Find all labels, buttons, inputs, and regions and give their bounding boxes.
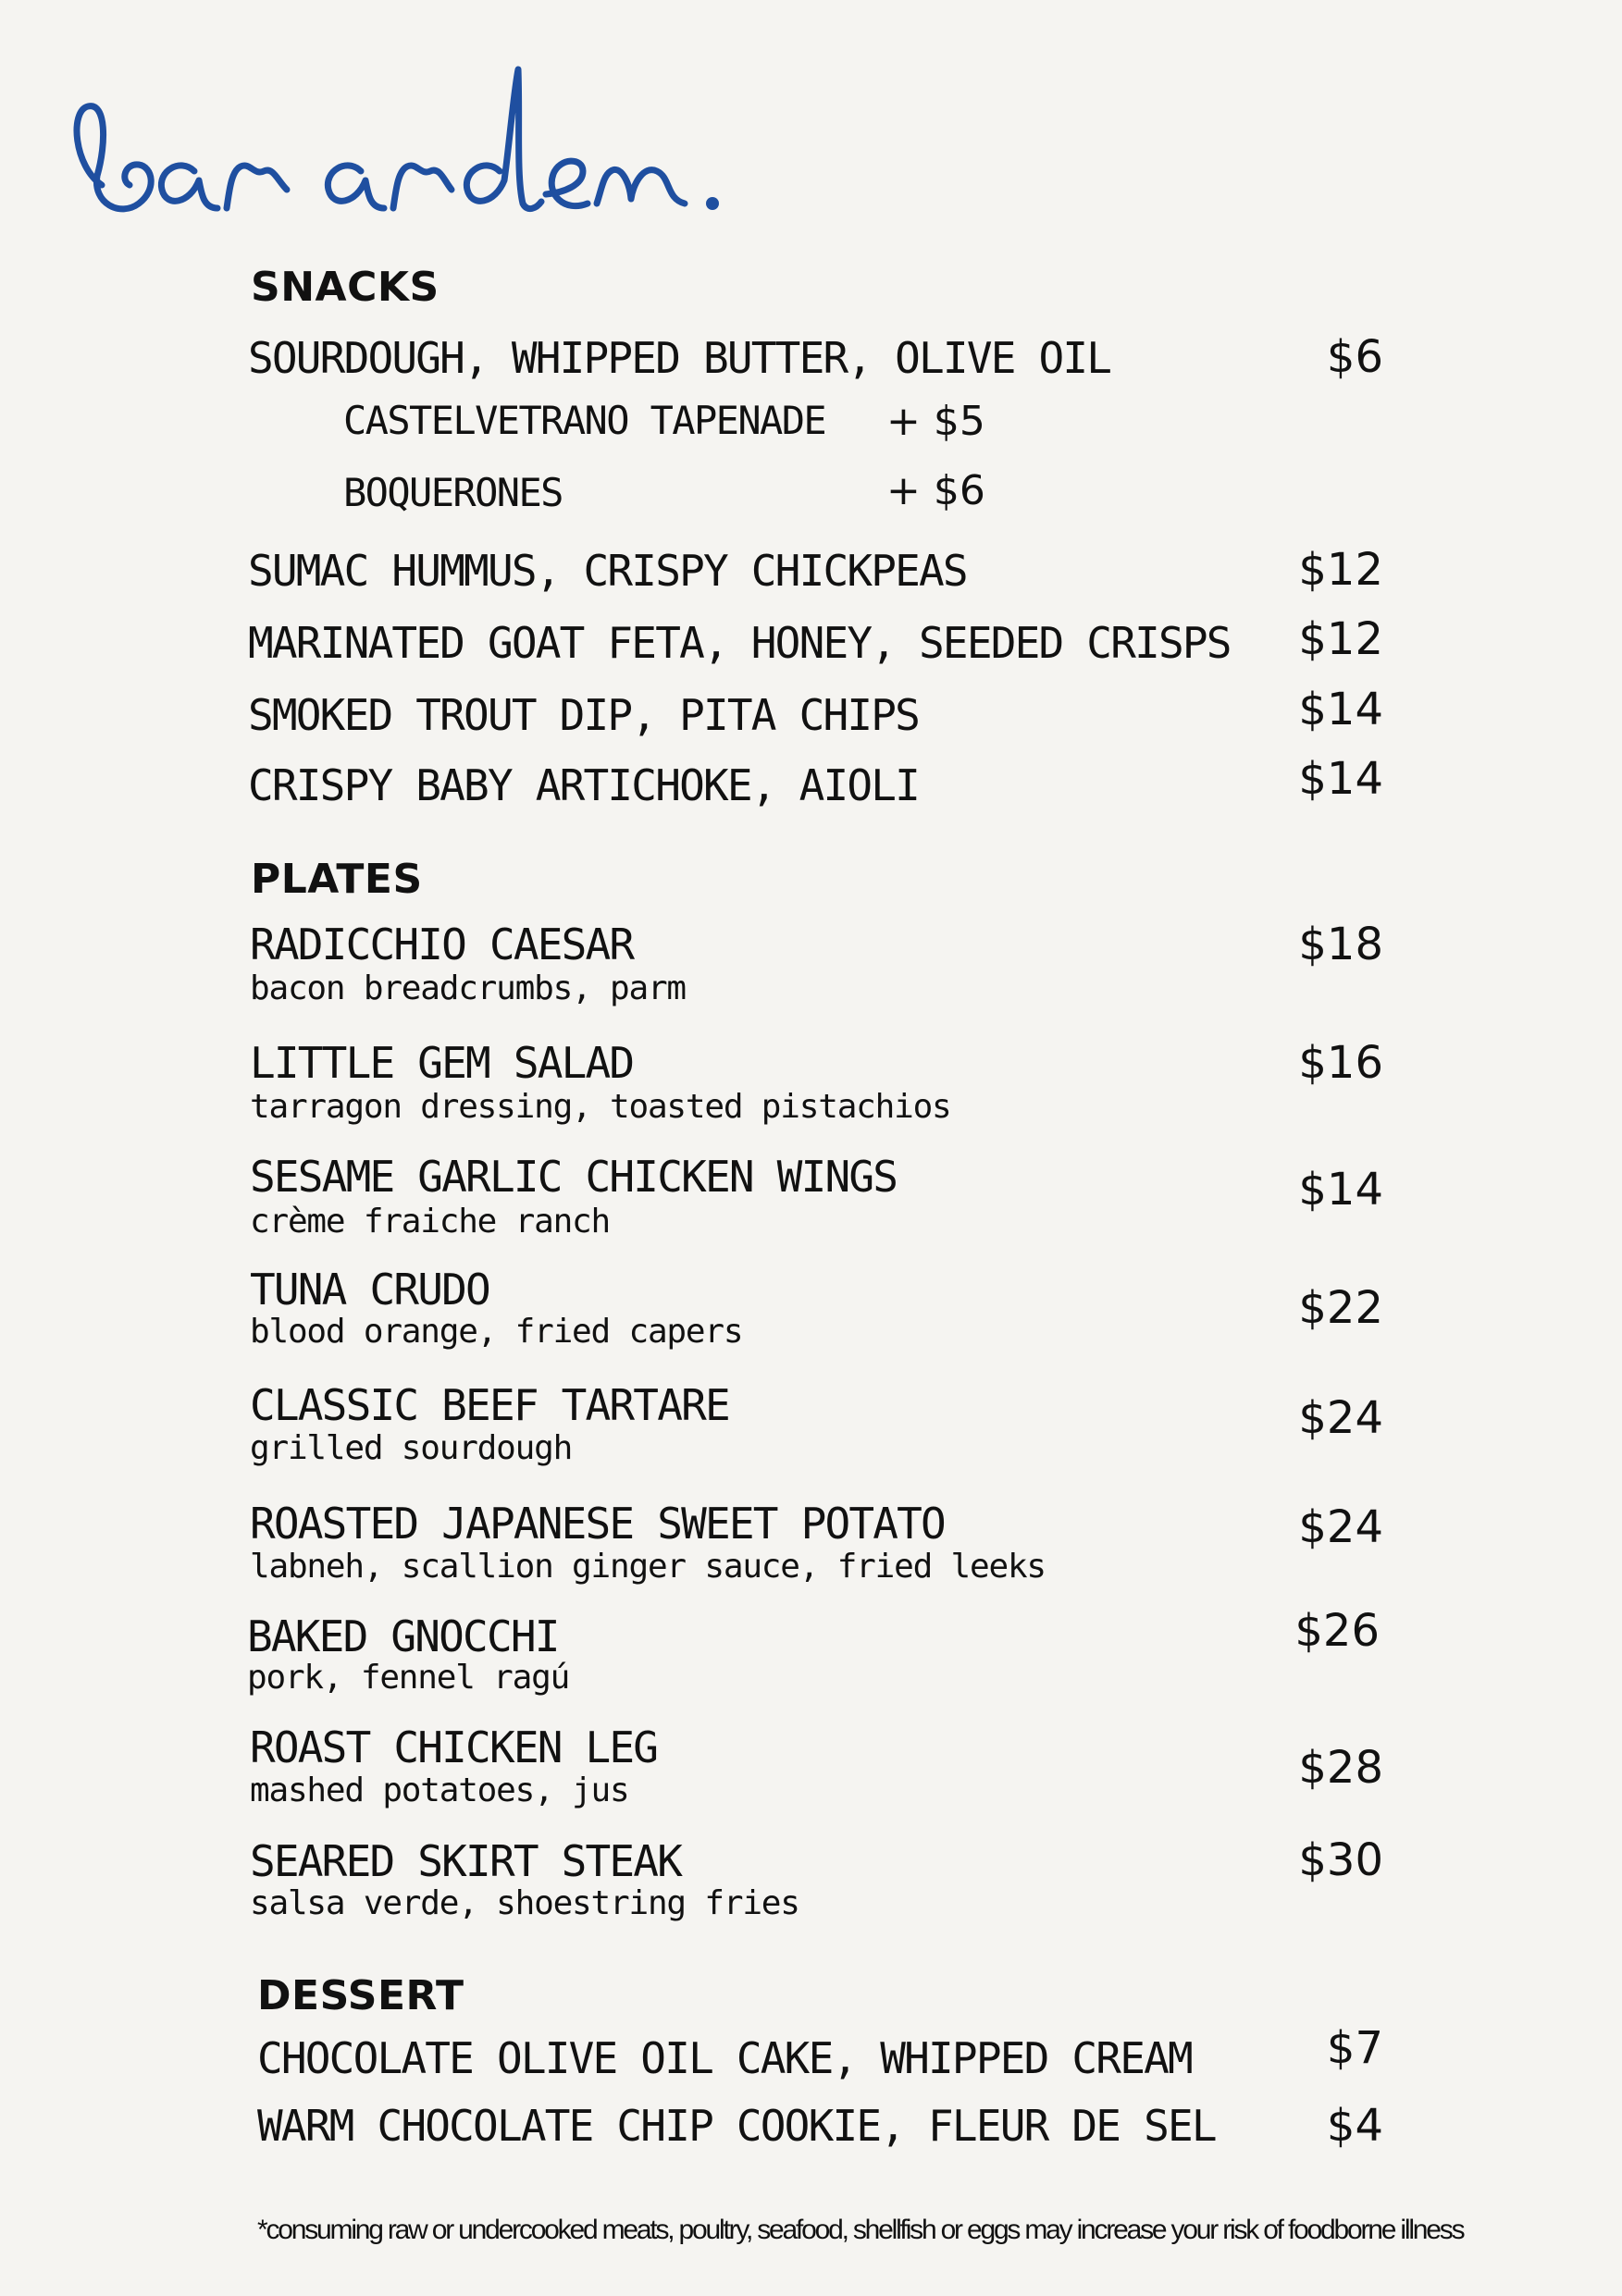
menu-item-name: WARM CHOCOLATE CHIP COOKIE, FLEUR DE SEL [257, 2101, 1216, 2151]
brand-logo [65, 56, 731, 241]
section-title-snacks: SNACKS [251, 264, 440, 311]
menu-item-price: $26 [1294, 1605, 1380, 1657]
menu-item-name: LITTLE GEM SALAD [250, 1038, 634, 1088]
menu-item-price: $28 [1298, 1742, 1383, 1794]
menu-item-price: $30 [1298, 1834, 1383, 1886]
menu-item-price: $4 [1326, 2100, 1383, 2152]
section-title-plates: PLATES [251, 856, 423, 903]
menu-item-name: RADICCHIO CAESAR [250, 920, 634, 969]
addon-price: + $5 [886, 398, 985, 445]
menu-item-name: ROAST CHICKEN LEG [250, 1722, 658, 1772]
menu-item-name: SESAME GARLIC CHICKEN WINGS [250, 1152, 898, 1202]
section-title-dessert: DESSERT [257, 1972, 464, 2019]
menu-item-description: grilled sourdough [250, 1429, 573, 1467]
menu-item-name: SEARED SKIRT STEAK [250, 1836, 682, 1886]
menu-item-name: MARINATED GOAT FETA, HONEY, SEEDED CRISPS [248, 618, 1231, 668]
menu-item-name: CRISPY BABY ARTICHOKE, AIOLI [248, 760, 920, 810]
menu-item-description: mashed potatoes, jus [250, 1771, 629, 1809]
menu-item-price: $7 [1326, 2022, 1383, 2074]
menu-item-description: labneh, scallion ginger sauce, fried leeks [250, 1548, 1046, 1586]
addon-price: + $6 [886, 467, 985, 514]
menu-item-description: salsa verde, shoestring fries [250, 1884, 799, 1922]
menu-item-price: $6 [1326, 331, 1383, 383]
menu-item-price: $24 [1298, 1392, 1383, 1444]
menu-item-price: $14 [1298, 753, 1383, 805]
addon-name: BOQUERONES [343, 470, 563, 515]
footnote-disclaimer: *consuming raw or undercooked meats, poultry, seafood, shellfish or eggs may increase your risk of foodborne illness [257, 2215, 1464, 2245]
menu-item-price: $14 [1298, 684, 1383, 735]
brand-logo-script [65, 56, 731, 241]
menu-item-price: $16 [1298, 1037, 1383, 1089]
menu-item-name: BAKED GNOCCHI [247, 1611, 559, 1661]
menu-item-price: $12 [1298, 613, 1383, 665]
menu-item-price: $12 [1298, 544, 1383, 596]
menu-item-name: SOURDOUGH, WHIPPED BUTTER, OLIVE OIL [248, 333, 1111, 383]
menu-item-name: ROASTED JAPANESE SWEET POTATO [250, 1499, 945, 1549]
menu-item-name: CHOCOLATE OLIVE OIL CAKE, WHIPPED CREAM [257, 2033, 1192, 2083]
menu-item-name: SMOKED TROUT DIP, PITA CHIPS [248, 690, 920, 740]
menu-item-description: tarragon dressing, toasted pistachios [250, 1088, 951, 1126]
menu-item-description: blood orange, fried capers [250, 1313, 743, 1351]
menu-item-description: crème fraiche ranch [250, 1203, 611, 1241]
menu-item-name: SUMAC HUMMUS, CRISPY CHICKPEAS [248, 546, 967, 596]
menu-item-name: TUNA CRUDO [250, 1265, 489, 1315]
addon-name: CASTELVETRANO TAPENADE [343, 398, 826, 443]
menu-item-price: $14 [1298, 1164, 1383, 1216]
menu-item-price: $24 [1298, 1501, 1383, 1553]
menu-item-description: pork, fennel ragú [247, 1659, 570, 1697]
menu-item-price: $18 [1298, 919, 1383, 970]
menu-item-price: $22 [1298, 1282, 1383, 1334]
menu-item-name: CLASSIC BEEF TARTARE [250, 1380, 729, 1430]
menu-item-description: bacon breadcrumbs, parm [250, 969, 686, 1007]
